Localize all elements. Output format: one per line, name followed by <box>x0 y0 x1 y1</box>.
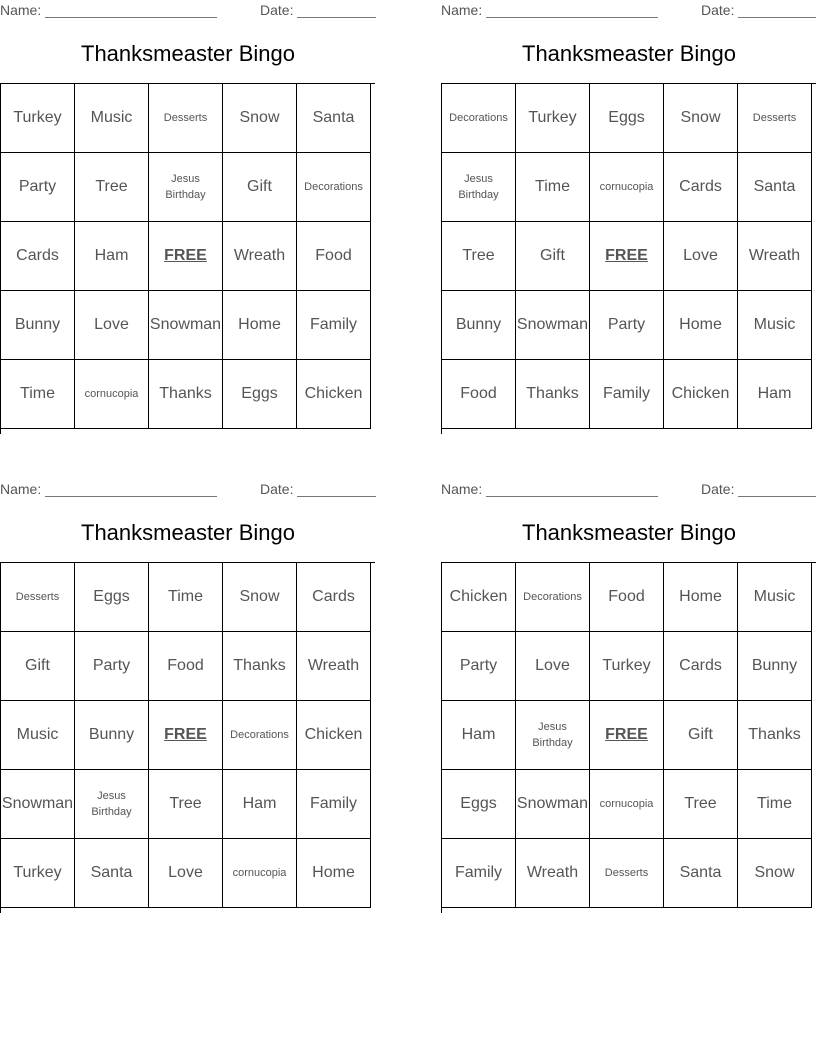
bingo-cell: Snow <box>664 84 738 153</box>
bingo-cell: Snowman <box>1 770 75 839</box>
bingo-cell: Cards <box>1 222 75 291</box>
bingo-cell: Tree <box>75 153 149 222</box>
bingo-cell: Love <box>75 291 149 360</box>
bingo-cell: Party <box>1 153 75 222</box>
bingo-cell: cornucopia <box>75 360 149 429</box>
bingo-cell: Eggs <box>590 84 664 153</box>
bingo-card <box>0 479 376 915</box>
bingo-cell: Bunny <box>1 291 75 360</box>
name-blank-line <box>45 17 217 18</box>
bingo-cell: Jesus Birthday <box>442 153 516 222</box>
bingo-cell: Eggs <box>223 360 297 429</box>
bingo-cell: Jesus Birthday <box>516 701 590 770</box>
bingo-cell: Family <box>442 839 516 908</box>
bingo-cell: Chicken <box>664 360 738 429</box>
bingo-cell: Snowman <box>516 770 590 839</box>
bingo-cell: Santa <box>297 84 371 153</box>
bingo-card <box>441 0 816 436</box>
bingo-cell: Cards <box>297 563 371 632</box>
bingo-cell: cornucopia <box>223 839 297 908</box>
bingo-cell: Time <box>516 153 590 222</box>
date-label: Date: <box>701 2 735 18</box>
bingo-cell: Time <box>149 563 223 632</box>
free-space-cell: FREE <box>590 222 664 291</box>
bingo-cell: Music <box>1 701 75 770</box>
bingo-grid <box>0 562 375 913</box>
bingo-cell: Chicken <box>297 701 371 770</box>
bingo-cell: Snowman <box>149 291 223 360</box>
card-title: Thanksmeaster Bingo <box>81 520 295 545</box>
name-label: Name: <box>441 2 483 18</box>
card-title: Thanksmeaster Bingo <box>522 520 736 545</box>
name-blank-line <box>45 496 217 497</box>
bingo-cell: Food <box>442 360 516 429</box>
bingo-cell: cornucopia <box>590 770 664 839</box>
bingo-cell: Eggs <box>442 770 516 839</box>
bingo-cell: Tree <box>664 770 738 839</box>
name-label: Name: <box>0 2 42 18</box>
bingo-cell: Bunny <box>75 701 149 770</box>
card-title: Thanksmeaster Bingo <box>81 41 295 66</box>
bingo-cell: Santa <box>75 839 149 908</box>
bingo-cell: Jesus Birthday <box>149 153 223 222</box>
bingo-cell: Snow <box>738 839 812 908</box>
free-space-cell: FREE <box>149 701 223 770</box>
bingo-cell: Turkey <box>590 632 664 701</box>
date-label: Date: <box>701 481 735 497</box>
free-space-cell: FREE <box>590 701 664 770</box>
bingo-cell: Love <box>149 839 223 908</box>
bingo-cell: Time <box>738 770 812 839</box>
bingo-cell: Food <box>590 563 664 632</box>
name-blank-line <box>486 496 658 497</box>
bingo-cell: Ham <box>75 222 149 291</box>
bingo-cell: Decorations <box>297 153 371 222</box>
bingo-cell: Ham <box>738 360 812 429</box>
bingo-cell: Snow <box>223 563 297 632</box>
bingo-cell: Party <box>590 291 664 360</box>
bingo-cell: Home <box>664 291 738 360</box>
bingo-cell: Love <box>664 222 738 291</box>
bingo-cell: Thanks <box>516 360 590 429</box>
bingo-cell: Santa <box>738 153 812 222</box>
bingo-cell: Wreath <box>738 222 812 291</box>
bingo-cell: Family <box>590 360 664 429</box>
bingo-cell: Bunny <box>738 632 812 701</box>
bingo-cell: Love <box>516 632 590 701</box>
bingo-cell: Party <box>442 632 516 701</box>
bingo-cell: Wreath <box>516 839 590 908</box>
date-blank-line <box>297 496 376 497</box>
bingo-cell: Food <box>149 632 223 701</box>
bingo-cell: Turkey <box>1 84 75 153</box>
bingo-cell: Thanks <box>223 632 297 701</box>
bingo-cell: Wreath <box>223 222 297 291</box>
bingo-cell: Music <box>738 563 812 632</box>
date-label: Date: <box>260 481 294 497</box>
card-header-fields <box>441 481 816 499</box>
card-header-fields <box>441 2 816 20</box>
bingo-cell: Tree <box>442 222 516 291</box>
bingo-cell: Music <box>738 291 812 360</box>
date-label: Date: <box>260 2 294 18</box>
bingo-cell: Home <box>664 563 738 632</box>
bingo-cell: Desserts <box>738 84 812 153</box>
bingo-cell: Chicken <box>297 360 371 429</box>
bingo-cell: Wreath <box>297 632 371 701</box>
bingo-cell: Chicken <box>442 563 516 632</box>
bingo-cell: Desserts <box>149 84 223 153</box>
free-space-cell: FREE <box>149 222 223 291</box>
bingo-cell: Decorations <box>223 701 297 770</box>
bingo-cell: Ham <box>442 701 516 770</box>
date-blank-line <box>738 496 816 497</box>
bingo-cell: Desserts <box>1 563 75 632</box>
card-header-fields <box>0 2 376 20</box>
bingo-cell: Snowman <box>516 291 590 360</box>
bingo-cell: Party <box>75 632 149 701</box>
bingo-cell: Snow <box>223 84 297 153</box>
bingo-cell: Gift <box>223 153 297 222</box>
name-label: Name: <box>0 481 42 497</box>
bingo-cell: cornucopia <box>590 153 664 222</box>
bingo-cell: Cards <box>664 632 738 701</box>
name-label: Name: <box>441 481 483 497</box>
bingo-cell: Home <box>297 839 371 908</box>
card-header-fields <box>0 481 376 499</box>
bingo-cell: Cards <box>664 153 738 222</box>
date-blank-line <box>297 17 376 18</box>
bingo-cell: Decorations <box>516 563 590 632</box>
bingo-cell: Family <box>297 291 371 360</box>
bingo-cell: Turkey <box>1 839 75 908</box>
bingo-cell: Thanks <box>738 701 812 770</box>
bingo-cell: Turkey <box>516 84 590 153</box>
bingo-cell: Tree <box>149 770 223 839</box>
bingo-cell: Gift <box>664 701 738 770</box>
bingo-cell: Home <box>223 291 297 360</box>
bingo-cell: Eggs <box>75 563 149 632</box>
bingo-cell: Santa <box>664 839 738 908</box>
bingo-card <box>0 0 376 436</box>
bingo-cell: Ham <box>223 770 297 839</box>
bingo-grid <box>441 562 816 913</box>
bingo-cell: Music <box>75 84 149 153</box>
bingo-cell: Food <box>297 222 371 291</box>
name-blank-line <box>486 17 658 18</box>
bingo-cell: Family <box>297 770 371 839</box>
bingo-cell: Bunny <box>442 291 516 360</box>
bingo-cell: Decorations <box>442 84 516 153</box>
bingo-cell: Gift <box>1 632 75 701</box>
bingo-cell: Desserts <box>590 839 664 908</box>
bingo-cell: Jesus Birthday <box>75 770 149 839</box>
bingo-cell: Time <box>1 360 75 429</box>
bingo-grid <box>0 83 375 434</box>
bingo-card <box>441 479 816 915</box>
bingo-cell: Thanks <box>149 360 223 429</box>
bingo-grid <box>441 83 816 434</box>
card-title: Thanksmeaster Bingo <box>522 41 736 66</box>
bingo-cell: Gift <box>516 222 590 291</box>
date-blank-line <box>738 17 816 18</box>
